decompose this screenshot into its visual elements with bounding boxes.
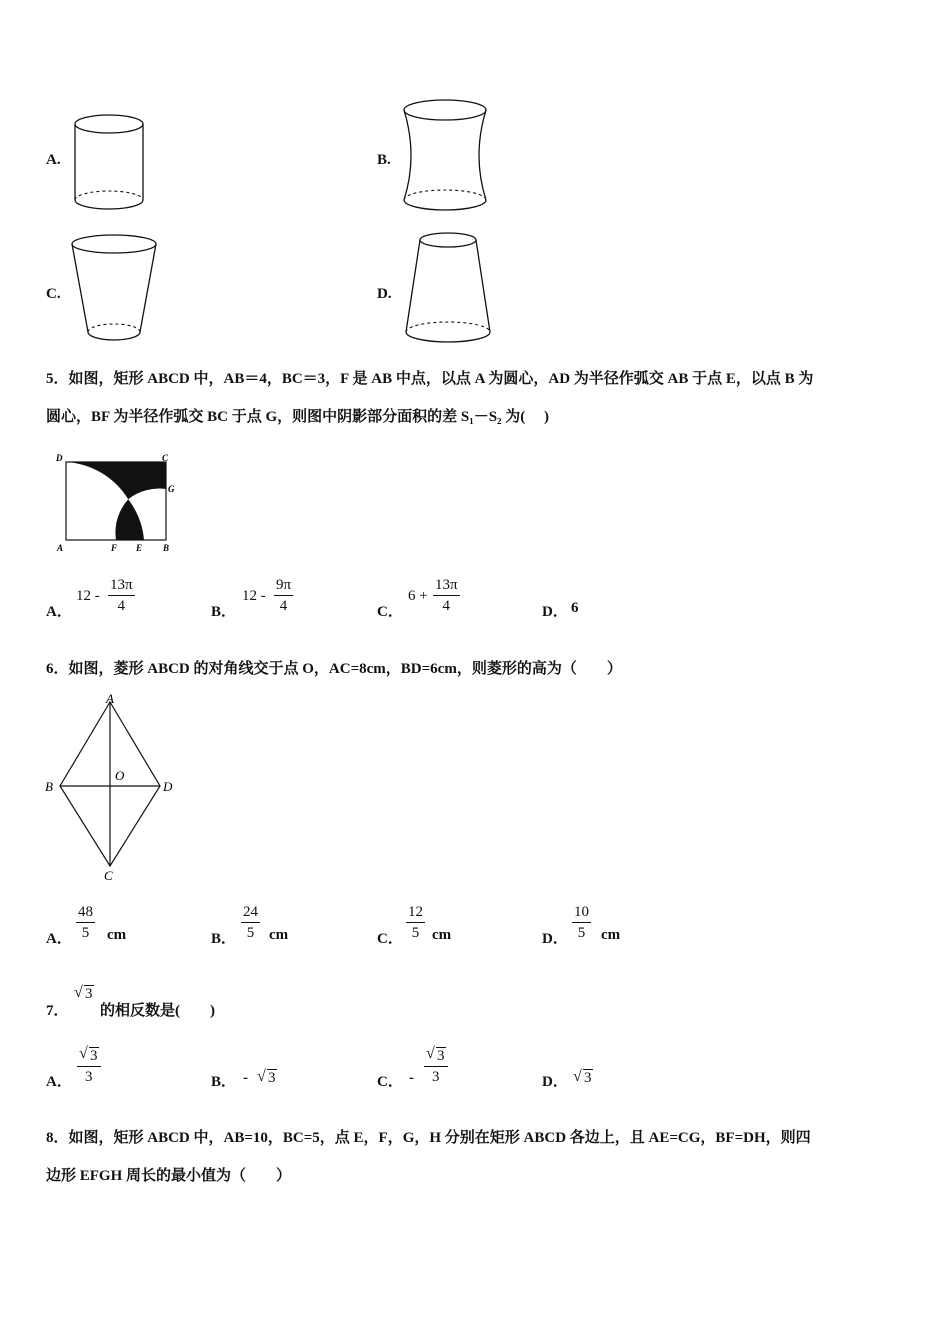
q5-option-c-prefix: 6 +: [408, 588, 428, 604]
q5-option-b-prefix: 12 -: [242, 588, 266, 604]
q6-option-c-unit: cm: [432, 927, 452, 943]
q5-option-d-value: 6: [571, 600, 579, 616]
q5-stem-line-1: 5．如图，矩形 ABCD 中，AB＝4，BC＝3，F 是 AB 中点，以点 A 为圆心，AD 为半径作弧交 AB 于点 E，以点 B 为: [46, 371, 814, 387]
q6-stem: 6．如图，菱形 ABCD 的对角线交于点 O，AC=8cm，BD=6cm，则菱形的高为（ ）: [46, 661, 622, 677]
q6-label-d: D: [163, 779, 173, 794]
q7-option-a-fraction: √ 3 3: [77, 1046, 101, 1087]
q5-option-b-fraction: [274, 575, 293, 616]
q7-option-d-sqrt: √ 3: [573, 1068, 592, 1086]
q6-option-b-fraction: [241, 902, 260, 943]
q7-option-d-label: D．: [542, 1074, 568, 1090]
q6-option-b-denominator: 5: [246, 925, 255, 941]
q6-option-a-label: A．: [46, 931, 72, 947]
q5-label-g: G: [168, 484, 175, 494]
q7-option-b-radicand: 3: [268, 1070, 276, 1086]
q7-option-c-denominator: 3: [432, 1069, 440, 1085]
q5-option-d-label: D．: [542, 604, 568, 620]
q6-label-a: A: [106, 691, 114, 706]
q7-option-c-label: C．: [377, 1074, 403, 1090]
q7-option-b-label: B．: [211, 1074, 237, 1090]
q6-option-d-fraction: [572, 902, 591, 943]
q5-option-a-fraction: [108, 575, 135, 616]
q7-option-a-label: A．: [46, 1074, 72, 1090]
q6-option-b-unit: cm: [269, 927, 289, 943]
q5-option-a-numerator: 13π: [108, 575, 135, 596]
q7-option-b-sign: -: [243, 1070, 248, 1086]
q4-hourglass-figure: [398, 96, 494, 218]
q8-stem-line-1: 8．如图，矩形 ABCD 中，AB=10，BC=5，点 E，F，G，H 分别在矩形 ABCD 各边上，且 AE=CG，BF=DH，则四: [46, 1130, 811, 1146]
q4-option-b-label: B.: [377, 152, 391, 168]
q6-option-c-denominator: 5: [411, 925, 420, 941]
q7-stem-text: 的相反数是( ): [100, 1003, 215, 1019]
q7-option-a-radicand: 3: [90, 1048, 98, 1064]
q6-option-a-unit: cm: [107, 927, 127, 943]
q5-option-b-denominator: 4: [279, 598, 288, 614]
q7-option-c-radicand: 3: [437, 1048, 445, 1064]
q6-option-d-numerator: 10: [572, 902, 591, 923]
q4-option-c-label: C.: [46, 286, 61, 302]
q6-option-b-numerator: 24: [241, 902, 260, 923]
q4-cup-figure: [68, 232, 162, 350]
q5-option-c-numerator: 13π: [433, 575, 460, 596]
q6-rhombus-figure: [40, 690, 190, 886]
q5-rectangle-figure: [54, 452, 180, 556]
q6-option-c-fraction: [406, 902, 425, 943]
q4-cylinder-figure: [70, 108, 150, 216]
q7-number: 7．: [46, 1003, 69, 1019]
q4-option-a-label: A.: [46, 152, 61, 168]
q6-option-d-denominator: 5: [577, 925, 586, 941]
q8-stem-line-2: 边形 EFGH 周长的最小值为（ ）: [46, 1168, 292, 1184]
q4-frustum-figure: [400, 228, 496, 350]
q5-option-a-label: A．: [46, 604, 72, 620]
q6-option-c-numerator: 12: [406, 902, 425, 923]
q5-option-c-label: C．: [377, 604, 403, 620]
q5-label-b: B: [163, 543, 170, 553]
q5-label-f: F: [111, 543, 118, 553]
q5-option-c-denominator: 4: [442, 598, 451, 614]
q7-option-c-sign: -: [409, 1070, 414, 1086]
q5-option-c-fraction: [433, 575, 460, 616]
q5-label-c: C: [162, 453, 169, 463]
q6-option-c-label: C．: [377, 931, 403, 947]
q7-option-d-radicand: 3: [584, 1070, 592, 1086]
q5-shaded-region-s2: [115, 499, 144, 540]
q6-label-o: O: [115, 768, 125, 783]
q5-label-a: A: [57, 543, 64, 553]
q7-option-a-denominator: 3: [85, 1069, 93, 1085]
q5-stem-line-2: 圆心，BF 为半径作弧交 BC 于点 G，则图中阴影部分面积的差 S₁－S₂ 为( ): [46, 409, 550, 425]
q6-option-d-unit: cm: [601, 927, 621, 943]
q7-stem-radicand: 3: [85, 986, 93, 1002]
q5-option-b-label: B．: [211, 604, 237, 620]
q6-label-b: B: [45, 779, 53, 794]
q6-option-a-fraction: [76, 902, 95, 943]
q6-label-c: C: [104, 868, 113, 883]
q6-option-b-label: B．: [211, 931, 237, 947]
q7-option-c-fraction: √ 3 3: [424, 1046, 448, 1087]
q5-label-e: E: [136, 543, 143, 553]
q5-label-d: D: [56, 453, 63, 463]
q5-option-a-prefix: 12 -: [76, 588, 100, 604]
q6-option-d-label: D．: [542, 931, 568, 947]
q4-option-d-label: D.: [377, 286, 392, 302]
q5-option-b-numerator: 9π: [274, 575, 293, 596]
q5-shaded-region-s1: [66, 462, 166, 499]
q5-option-a-denominator: 4: [117, 598, 126, 614]
q7-stem-sqrt: √ 3: [74, 984, 93, 1002]
q6-option-a-numerator: 48: [76, 902, 95, 923]
q7-option-b-sqrt: √ 3: [257, 1068, 276, 1086]
q6-option-a-denominator: 5: [81, 925, 90, 941]
